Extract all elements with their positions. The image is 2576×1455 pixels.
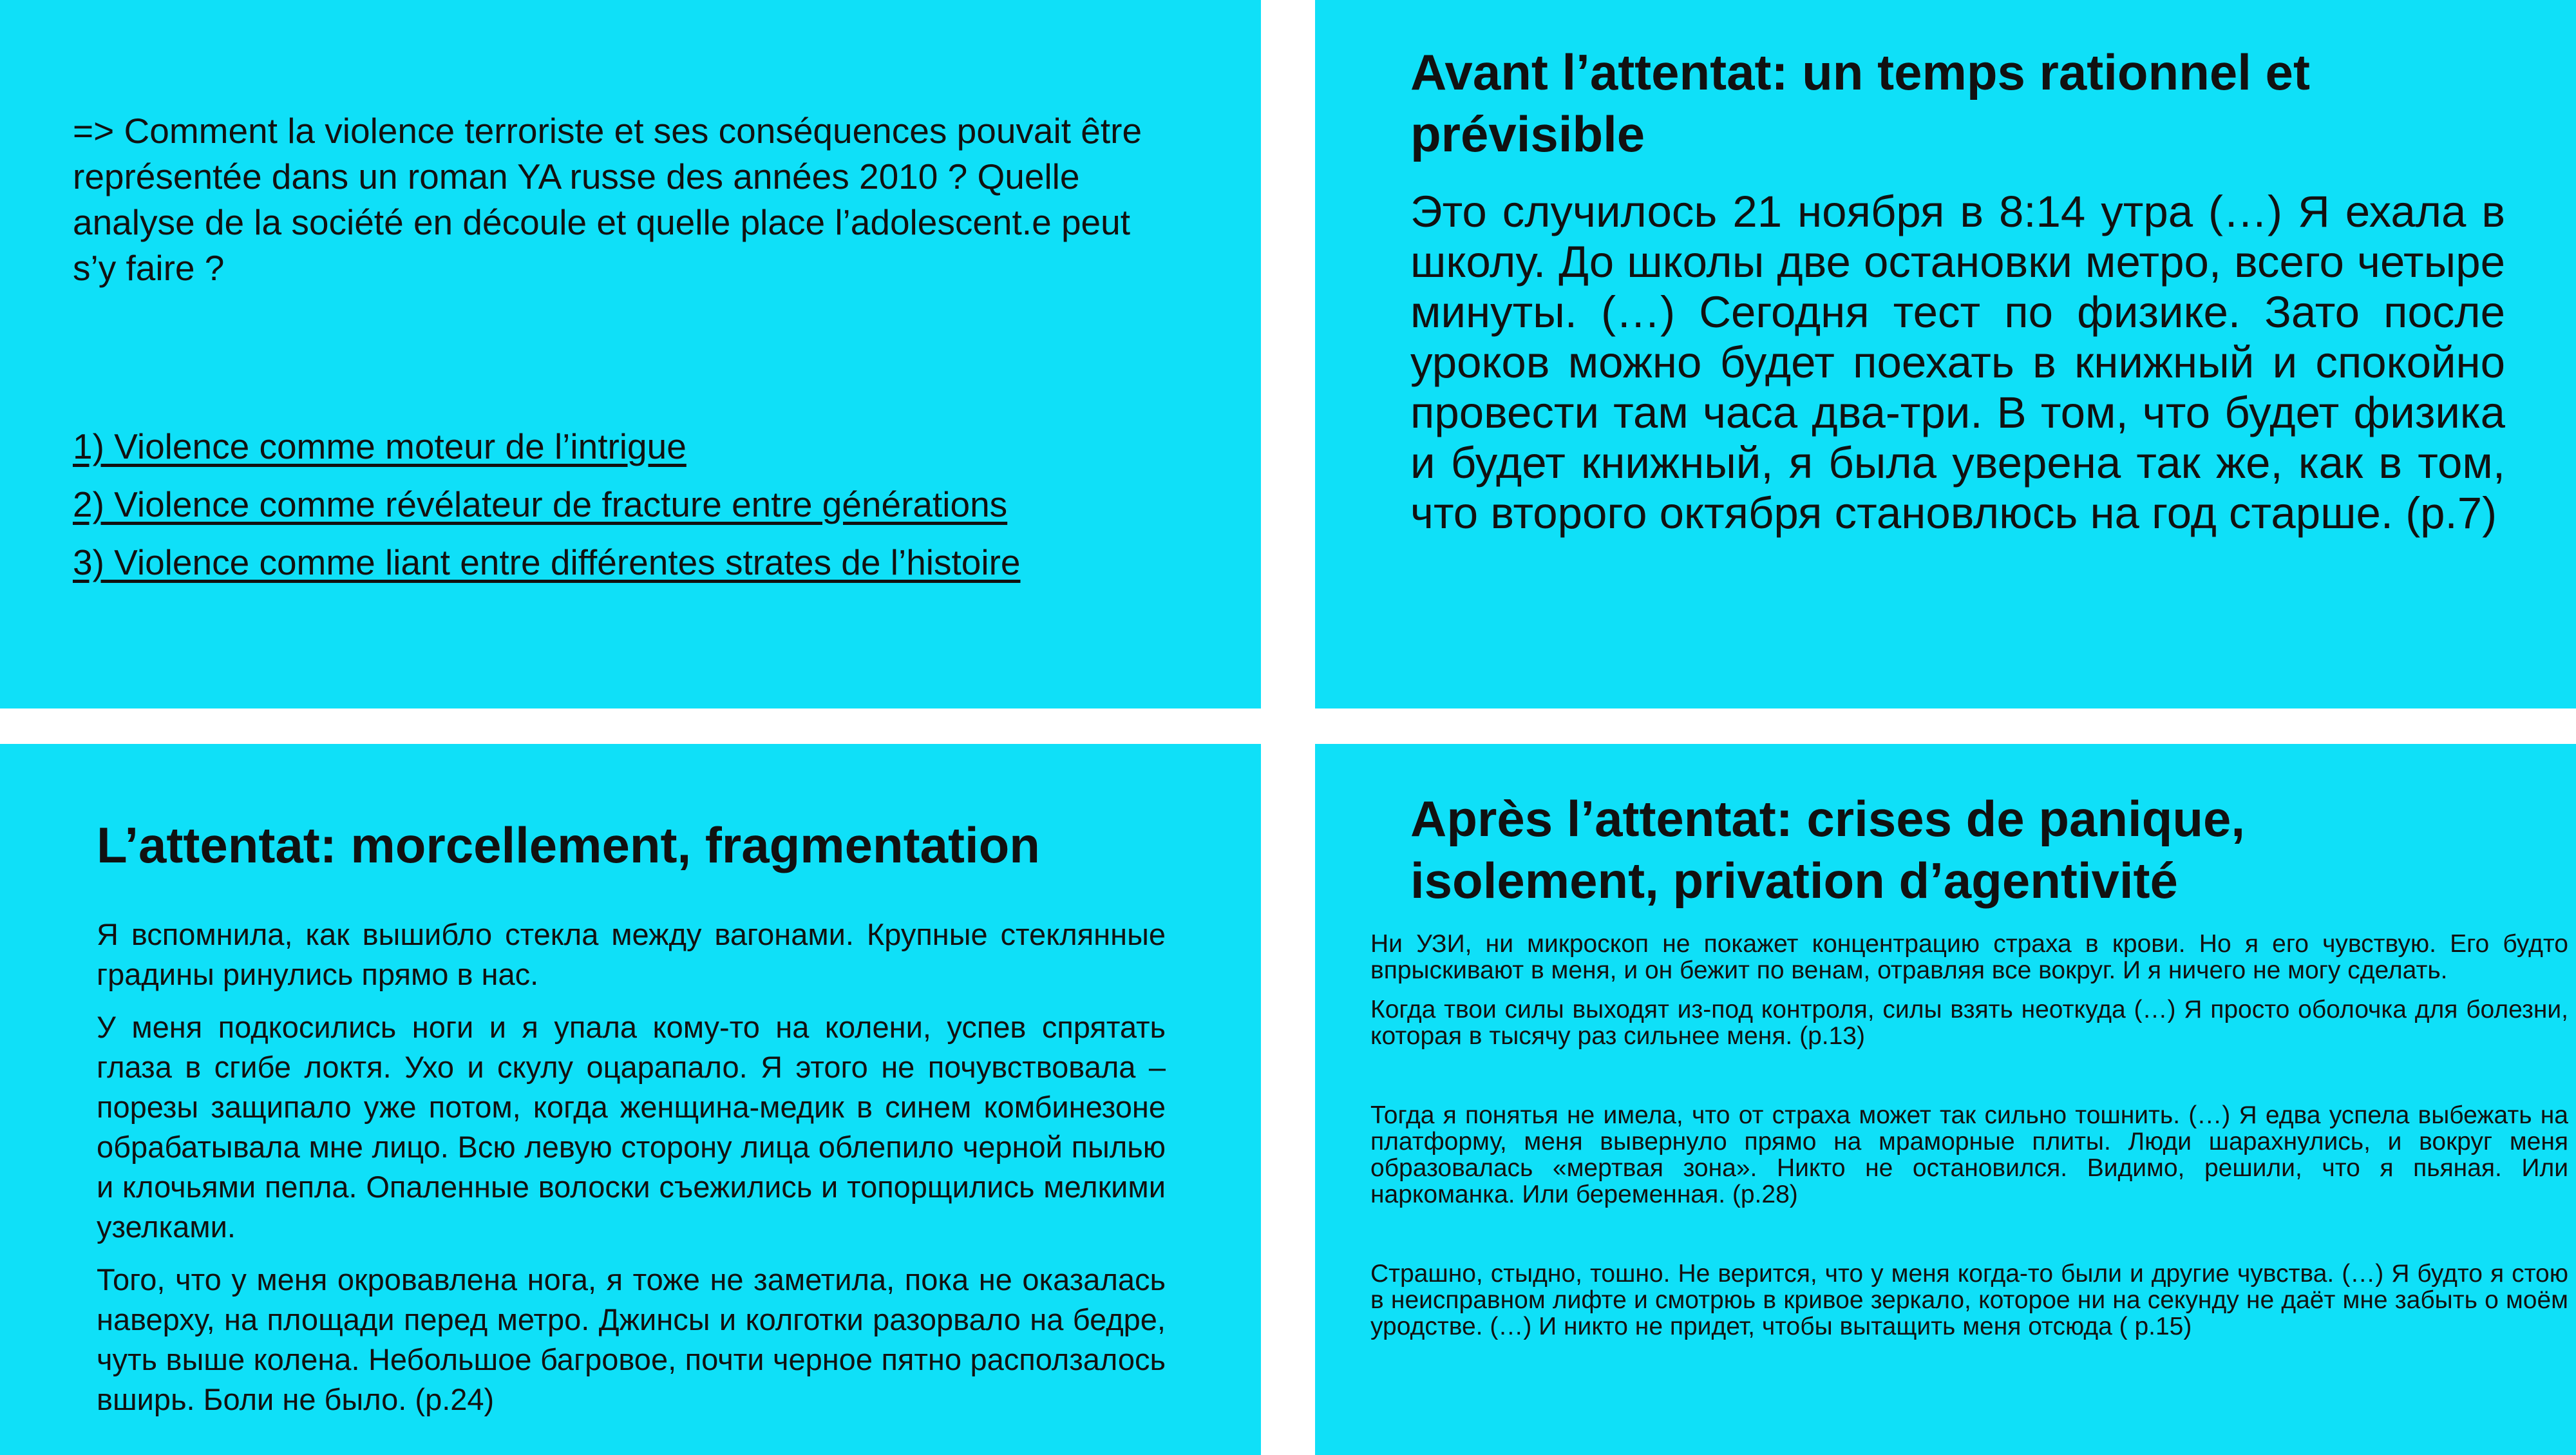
outline-item-2: 2) Violence comme révélateur de fracture entre générations <box>73 484 1008 524</box>
quote-paragraph-2: Когда твои силы выходят из-под контроля, силы взять неоткуда (…) Я просто оболочка для болезни, которая в тысячу раз сильнее меня. (p.13) <box>1370 996 2568 1050</box>
outline-item-3: 3) Violence comme liant entre différentes strates de l’histoire <box>73 542 1021 582</box>
outline-item-1: 1) Violence comme moteur de l’intrigue <box>73 426 687 466</box>
quote-block <box>97 915 1166 1432</box>
quote-block <box>1370 931 2568 1340</box>
quote-text: Это случилось 21 ноября в 8:14 утра (…) Я ехала в школу. До школы две остановки метро, всего четыре минуты. (…) Сегодня тест по физике. Зато после уроков можно будет поехать в книжный и спокойно провести там часа два-три. В том, что будет физика и будет книжный, я была уверена так же, как в том, что второго октября становлюсь на год старше. (p.7) <box>1410 187 2505 538</box>
slide-before-attack <box>1315 0 2576 708</box>
slide-title: Avant l’attentat: un temps rationnel et prévisible <box>1410 44 2310 162</box>
quote-paragraph-2: У меня подкосились ноги и я упала кому-то на колени, успев спрятать глаза в сгибе локтя. Ухо и скулу оцарапало. Я этого не почувствовала – порезы защипало уже потом, когда женщина-медик в синем комбинезоне обрабатывала мне лицо. Всю левую сторону лица облепило черной пылью и клочьями пепла. Опаленные волоски съежились и топорщились мелкими узелками. <box>97 1010 1166 1244</box>
slide-attack <box>0 744 1261 1455</box>
research-question: => Comment la violence terroriste et ses conséquences pouvait être représentée dans un roman YA russe des années 2010 ? Quelle analyse de la société en découle et quelle place l’adolescent.e peut s’y faire ? <box>73 111 1142 288</box>
outline-list <box>73 417 1021 591</box>
slide-title: Après l’attentat: crises de panique, isolement, privation d’agentivité <box>1410 790 2246 909</box>
quote-paragraph-4: Страшно, стыдно, тошно. Не верится, что у меня когда-то были и другие чувства. (…) Я будто я стою в неисправном лифте и смотрюь в кривое зеркало, которое ни на секунду не даёт мне забыть о моём уродстве. (…) И никто не придет, чтобы вытащить меня отсюда ( p.15) <box>1370 1260 2568 1340</box>
quote-paragraph-1: Я вспомнила, как вышибло стекла между вагонами. Крупные стеклянные градины ринулись прямо в нас. <box>97 917 1166 991</box>
quote-paragraph-3: Тогда я понятья не имела, что от страха может так сильно тошнить. (…) Я едва успела выбежать на платформу, меня вывернуло прямо на мраморные плиты. Люди шарахнулись, и вокруг меня образовалась «мертвая зона». Никто не остановился. Видимо, решили, что я пьяная. Или наркоманка. Или беременная. (p.28) <box>1370 1101 2568 1208</box>
slide-research-question <box>0 0 1261 708</box>
quote-paragraph-1: Ни УЗИ, ни микроскоп не покажет концентрацию страха в крови. Но я его чувствую. Его будто впрыскивают в меня, и он бежит по венам, отравляя все вокруг. И я ничего не могу сделать. <box>1370 930 2568 984</box>
slide-after-attack <box>1315 744 2576 1455</box>
quote-paragraph-3: Того, что у меня окровавлена нога, я тоже не заметила, пока не оказалась наверху, на площади перед метро. Джинсы и колготки разорвало на бедре, чуть выше колена. Небольшое багровое, почти черное пятно расползалось вширь. Боли не было. (p.24) <box>97 1262 1166 1416</box>
slide-title: L’attentat: morcellement, fragmentation <box>97 817 1040 873</box>
